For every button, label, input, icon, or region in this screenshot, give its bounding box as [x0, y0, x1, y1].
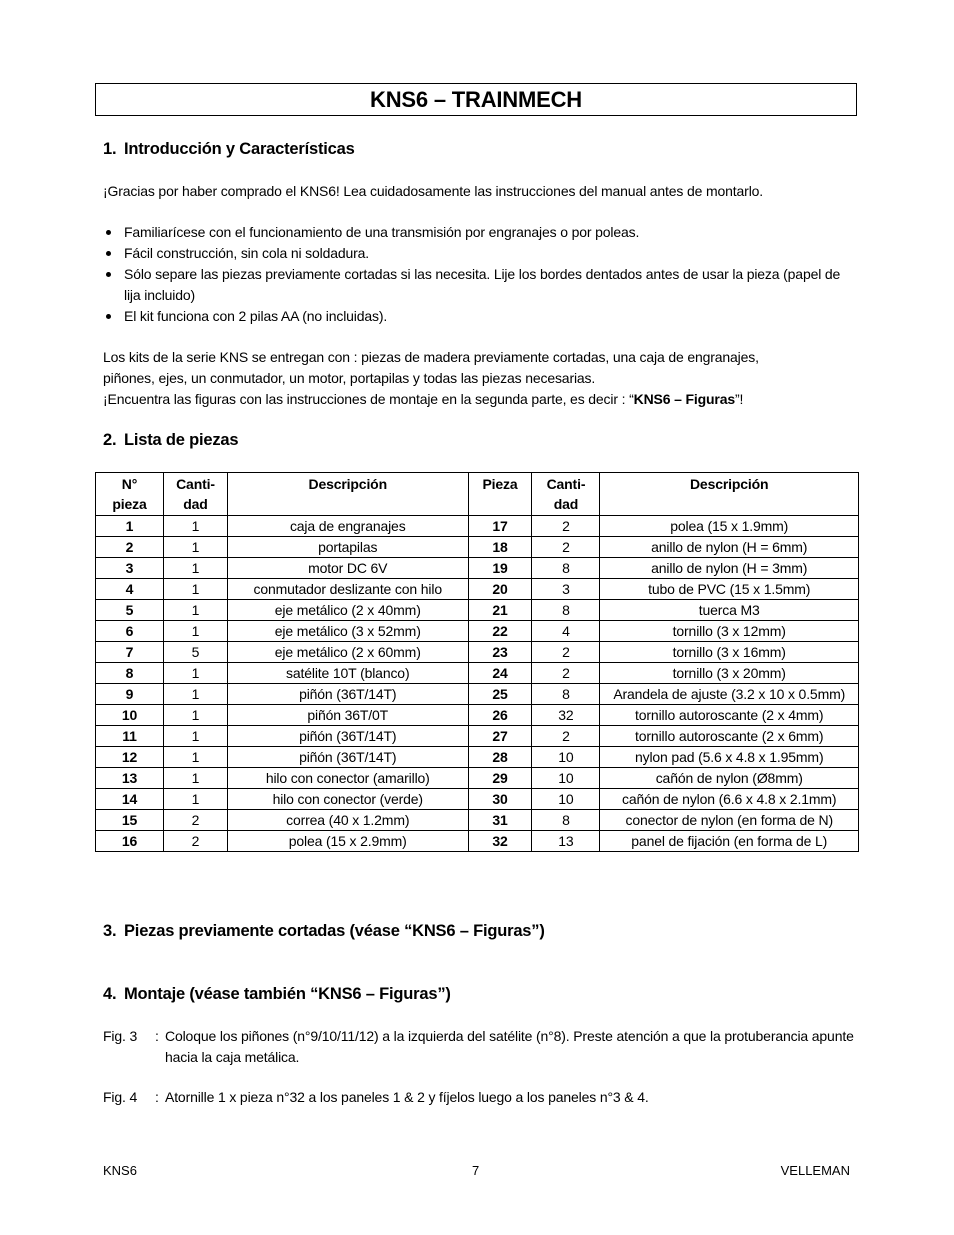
description-cell: cañón de nylon (Ø8mm): [600, 768, 859, 789]
part-number-cell: 13: [96, 768, 164, 789]
fig-label: Fig. 3: [103, 1028, 138, 1044]
part-number-cell: 9: [96, 684, 164, 705]
part-number-cell: 3: [96, 558, 164, 579]
description-cell: tubo de PVC (15 x 1.5mm): [600, 579, 859, 600]
table-row: [96, 684, 859, 705]
table-row: [96, 663, 859, 684]
section-number: 3.: [103, 922, 117, 940]
part-number-cell: 2: [96, 537, 164, 558]
description-cell: eje metálico (2 x 60mm): [227, 642, 468, 663]
fig-label: Fig. 4: [103, 1089, 138, 1105]
section-number: 4.: [103, 985, 117, 1003]
quantity-cell: 10: [532, 789, 600, 810]
description-cell: eje metálico (2 x 40mm): [227, 600, 468, 621]
part-number-cell: 12: [96, 747, 164, 768]
quantity-cell: 1: [163, 684, 227, 705]
description-cell: tornillo (3 x 16mm): [600, 642, 859, 663]
part-number-cell: 30: [468, 789, 532, 810]
table-row: [96, 726, 859, 747]
kits-line: Los kits de la serie KNS se entregan con : piezas de madera previamente cortadas, una caja de engranajes,: [103, 349, 759, 365]
part-number-cell: 10: [96, 705, 164, 726]
part-number-cell: 27: [468, 726, 532, 747]
table-row: [96, 768, 859, 789]
part-number-cell: 21: [468, 600, 532, 621]
parts-table: [95, 472, 859, 852]
quantity-cell: 2: [163, 831, 227, 852]
bullet-icon: [106, 251, 111, 256]
description-cell: anillo de nylon (H = 6mm): [600, 537, 859, 558]
part-number-cell: 11: [96, 726, 164, 747]
part-number-cell: 7: [96, 642, 164, 663]
description-cell: portapilas: [227, 537, 468, 558]
table-row: [96, 600, 859, 621]
table-row: [96, 747, 859, 768]
quantity-cell: 1: [163, 621, 227, 642]
footer-left: KNS6: [103, 1163, 137, 1178]
quantity-cell: 1: [163, 789, 227, 810]
part-number-cell: 25: [468, 684, 532, 705]
quantity-cell: 1: [163, 579, 227, 600]
table-row: [96, 621, 859, 642]
list-item: Sólo separe las piezas previamente cortadas si las necesita. Lije los bordes dentados antes de usar la pieza (papel de lija incluido): [103, 264, 843, 306]
description-cell: cañón de nylon (6.6 x 4.8 x 2.1mm): [600, 789, 859, 810]
table-row: [96, 810, 859, 831]
part-number-cell: 14: [96, 789, 164, 810]
quantity-cell: 5: [163, 642, 227, 663]
footer-page-number: 7: [472, 1163, 480, 1178]
table-header-row: [96, 473, 859, 516]
part-number-cell: 6: [96, 621, 164, 642]
description-cell: conector de nylon (en forma de N): [600, 810, 859, 831]
header-quantity: Canti- dad: [163, 473, 227, 516]
table-row: [96, 537, 859, 558]
quantity-cell: 2: [532, 516, 600, 537]
section-heading-assembly: [103, 985, 451, 1004]
part-number-cell: 28: [468, 747, 532, 768]
description-cell: anillo de nylon (H = 3mm): [600, 558, 859, 579]
feature-list: [103, 222, 843, 327]
list-item: Fácil construcción, sin cola ni soldadura.: [103, 243, 843, 264]
quantity-cell: 8: [532, 558, 600, 579]
quantity-cell: 1: [163, 768, 227, 789]
description-cell: Arandela de ajuste (3.2 x 10 x 0.5mm): [600, 684, 859, 705]
bullet-icon: [106, 230, 111, 235]
section-number: 1.: [103, 140, 117, 158]
kits-line: ¡Encuentra las figuras con las instrucciones de montaje en la segunda parte, es decir : “KNS6 – Figuras”!: [103, 391, 744, 407]
section-number: 2.: [103, 431, 117, 449]
part-number-cell: 31: [468, 810, 532, 831]
section-title: Lista de piezas: [124, 431, 239, 449]
section-title: Piezas previamente cortadas (véase “KNS6 – Figuras”): [124, 922, 545, 940]
description-cell: piñón (36T/14T): [227, 726, 468, 747]
description-cell: conmutador deslizante con hilo: [227, 579, 468, 600]
description-cell: satélite 10T (blanco): [227, 663, 468, 684]
description-cell: tuerca M3: [600, 600, 859, 621]
kits-paragraph: [103, 347, 863, 410]
description-cell: correa (40 x 1.2mm): [227, 810, 468, 831]
quantity-cell: 2: [532, 537, 600, 558]
description-cell: tornillo autoroscante (2 x 4mm): [600, 705, 859, 726]
header-description: Descripción: [600, 473, 859, 516]
description-cell: tornillo (3 x 12mm): [600, 621, 859, 642]
quantity-cell: 2: [163, 810, 227, 831]
description-cell: polea (15 x 2.9mm): [227, 831, 468, 852]
fig-text: Atornille 1 x pieza n°32 a los paneles 1 & 2 y fíjelos luego a los paneles n°3 & 4.: [165, 1089, 649, 1105]
header-part: Pieza: [468, 473, 532, 516]
figures-reference: KNS6 – Figuras: [633, 391, 736, 407]
description-cell: caja de engranajes: [227, 516, 468, 537]
table-row: [96, 558, 859, 579]
part-number-cell: 15: [96, 810, 164, 831]
part-number-cell: 26: [468, 705, 532, 726]
part-number-cell: 32: [468, 831, 532, 852]
bullet-icon: [106, 272, 111, 277]
part-number-cell: 1: [96, 516, 164, 537]
bullet-icon: [106, 314, 111, 319]
quantity-cell: 1: [163, 516, 227, 537]
quantity-cell: 3: [532, 579, 600, 600]
part-number-cell: 5: [96, 600, 164, 621]
quantity-cell: 10: [532, 747, 600, 768]
quantity-cell: 8: [532, 810, 600, 831]
table-row: [96, 579, 859, 600]
section-title: Introducción y Características: [124, 140, 355, 158]
section-heading-parts: [103, 431, 238, 450]
part-number-cell: 23: [468, 642, 532, 663]
part-number-cell: 20: [468, 579, 532, 600]
section-title: Montaje (véase también “KNS6 – Figuras”): [124, 985, 451, 1003]
fig-text: Coloque los piñones (n°9/10/11/12) a la izquierda del satélite (n°8). Preste atención a que la protuberancia apunte hacia la caja metálica.: [165, 1028, 854, 1065]
description-cell: tornillo (3 x 20mm): [600, 663, 859, 684]
quantity-cell: 1: [163, 663, 227, 684]
intro-paragraph: ¡Gracias por haber comprado el KNS6! Lea cuidadosamente las instrucciones del manual antes de montarlo.: [103, 183, 764, 199]
header-part-number: N° pieza: [96, 473, 164, 516]
quantity-cell: 32: [532, 705, 600, 726]
quantity-cell: 4: [532, 621, 600, 642]
description-cell: hilo con conector (amarillo): [227, 768, 468, 789]
description-cell: hilo con conector (verde): [227, 789, 468, 810]
quantity-cell: 10: [532, 768, 600, 789]
part-number-cell: 16: [96, 831, 164, 852]
part-number-cell: 24: [468, 663, 532, 684]
part-number-cell: 4: [96, 579, 164, 600]
description-cell: piñón 36T/0T: [227, 705, 468, 726]
quantity-cell: 1: [163, 558, 227, 579]
part-number-cell: 29: [468, 768, 532, 789]
list-item: El kit funciona con 2 pilas AA (no incluidas).: [103, 306, 843, 327]
quantity-cell: 1: [163, 600, 227, 621]
quantity-cell: 8: [532, 600, 600, 621]
description-cell: piñón (36T/14T): [227, 684, 468, 705]
list-item: Familiarícese con el funcionamiento de una transmisión por engranajes o por poleas.: [103, 222, 843, 243]
quantity-cell: 2: [532, 663, 600, 684]
part-number-cell: 19: [468, 558, 532, 579]
quantity-cell: 13: [532, 831, 600, 852]
table-row: [96, 642, 859, 663]
quantity-cell: 1: [163, 537, 227, 558]
description-cell: tornillo autoroscante (2 x 6mm): [600, 726, 859, 747]
section-heading-intro: [103, 140, 355, 159]
description-cell: eje metálico (3 x 52mm): [227, 621, 468, 642]
part-number-cell: 8: [96, 663, 164, 684]
quantity-cell: 1: [163, 747, 227, 768]
header-quantity: Canti- dad: [532, 473, 600, 516]
quantity-cell: 1: [163, 726, 227, 747]
description-cell: motor DC 6V: [227, 558, 468, 579]
kits-line: piñones, ejes, un conmutador, un motor, portapilas y todas las piezas necesarias.: [103, 370, 596, 386]
quantity-cell: 2: [532, 642, 600, 663]
quantity-cell: 1: [163, 705, 227, 726]
table-row: [96, 516, 859, 537]
quantity-cell: 8: [532, 684, 600, 705]
description-cell: polea (15 x 1.9mm): [600, 516, 859, 537]
fig-instruction: Fig. 4 : Atornille 1 x pieza n°32 a los paneles 1 & 2 y fíjelos luego a los paneles n°3 & 4.: [103, 1087, 863, 1109]
table-row: [96, 789, 859, 810]
table-row: [96, 705, 859, 726]
description-cell: nylon pad (5.6 x 4.8 x 1.95mm): [600, 747, 859, 768]
quantity-cell: 2: [532, 726, 600, 747]
part-number-cell: 18: [468, 537, 532, 558]
part-number-cell: 22: [468, 621, 532, 642]
description-cell: panel de fijación (en forma de L): [600, 831, 859, 852]
fig-instruction: Fig. 3 : Coloque los piñones (n°9/10/11/12) a la izquierda del satélite (n°8). Preste atención a que la protuberancia apunte hacia la caja metálica.: [103, 1026, 863, 1070]
section-heading-precut: [103, 922, 545, 941]
description-cell: piñón (36T/14T): [227, 747, 468, 768]
table-row: [96, 831, 859, 852]
page-title: KNS6 – TRAINMECH: [95, 83, 857, 116]
part-number-cell: 17: [468, 516, 532, 537]
header-description: Descripción: [227, 473, 468, 516]
footer-right: VELLEMAN: [780, 1163, 850, 1178]
